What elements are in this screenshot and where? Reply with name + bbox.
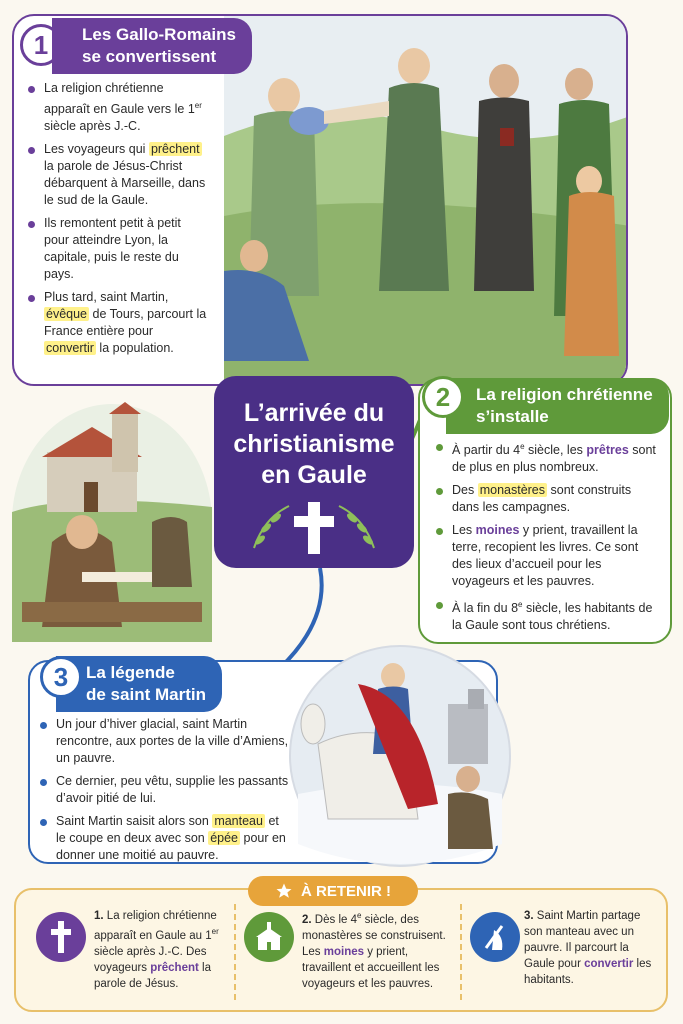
list-item: Un jour d’hiver glacial, saint Martin rencontre, aux portes de la ville d’Amiens, un pauvre. — [40, 716, 290, 767]
list-item: À partir du 4e siècle, les prêtres sont de plus en plus nombreux. — [436, 438, 658, 476]
section-1-bullets — [28, 80, 208, 363]
section-2-title-line1: La religion chrétienne — [476, 385, 653, 404]
star-icon — [275, 882, 293, 900]
section-1-panel — [12, 14, 628, 386]
list-item: Ce dernier, peu vêtu, supplie les passants d’avoir pitié de lui. — [40, 773, 290, 807]
section-1-number: 1 — [20, 24, 62, 66]
section-1-title-line2: se convertissent — [82, 47, 217, 66]
section-2-number: 2 — [422, 376, 464, 418]
section-3-title-line2: de saint Martin — [86, 685, 206, 704]
section-1-title-line1: Les Gallo-Romains — [82, 25, 236, 44]
sword-cloak-icon — [470, 912, 520, 962]
cross-icon — [234, 498, 394, 558]
retenir-title — [248, 876, 418, 906]
monastery-illustration — [12, 402, 212, 642]
retenir-item-2: 2. Dès le 4e siècle, des monastères se construisent. Les moines y prient, travaillent et accueillent les voyageurs et les pauvres. — [302, 911, 446, 990]
section-2-bullets — [436, 438, 658, 640]
list-item: Des monastères sont construits dans les campagnes. — [436, 482, 658, 516]
retenir-title-text: À RETENIR ! — [301, 882, 391, 900]
section-3-title-line1: La légende — [86, 663, 175, 682]
section-2-panel — [418, 378, 672, 644]
preaching-illustration — [224, 16, 628, 386]
section-3-title — [56, 656, 222, 712]
cross-icon — [36, 912, 86, 962]
list-item: Plus tard, saint Martin, évêque de Tours, parcourt la France entière pour convertir la population. — [28, 289, 208, 357]
list-item: La religion chrétienne apparaît en Gaule vers le 1er siècle après J.-C. — [28, 80, 208, 135]
divider — [460, 904, 462, 1000]
church-icon — [244, 912, 294, 962]
section-3-bullets — [40, 716, 290, 870]
list-item: Ils remontent petit à petit pour atteindre Lyon, la capitale, puis le reste du pays. — [28, 215, 208, 283]
main-title-card — [214, 376, 414, 568]
list-item: Les voyageurs qui prêchent la parole de Jésus-Christ débarquent à Marseille, dans le sud de la Gaule. — [28, 141, 208, 209]
section-1-title — [52, 18, 252, 74]
list-item: À la fin du 8e siècle, les habitants de la Gaule sont tous chrétiens. — [436, 596, 658, 634]
list-item: Les moines y prient, travaillent la terre, recopient les livres. Ce sont des lieux d’accueil pour les voyageurs et les pauvres. — [436, 522, 658, 590]
retenir-item-3: 3. Saint Martin partage son manteau avec un pauvre. Il parcourt la Gaule pour convertir les habitants. — [524, 910, 652, 986]
retenir-item-1: 1. La religion chrétienne apparaît en Gaule au 1er siècle après J.-C. Des voyageurs prêchent la parole de Jésus. — [94, 910, 219, 990]
section-3-number: 3 — [40, 656, 82, 698]
list-item: Saint Martin saisit alors son manteau et le coupe en deux avec son épée pour en donner une moitié au pauvre. — [40, 813, 290, 864]
section-2-title-line2: s’installe — [476, 407, 549, 426]
retenir-panel — [14, 888, 668, 1012]
saint-martin-illustration — [288, 644, 512, 868]
divider — [234, 904, 236, 1000]
section-2-title — [446, 378, 669, 434]
page-title: L’arrivée du christianisme en Gaule — [233, 399, 395, 489]
